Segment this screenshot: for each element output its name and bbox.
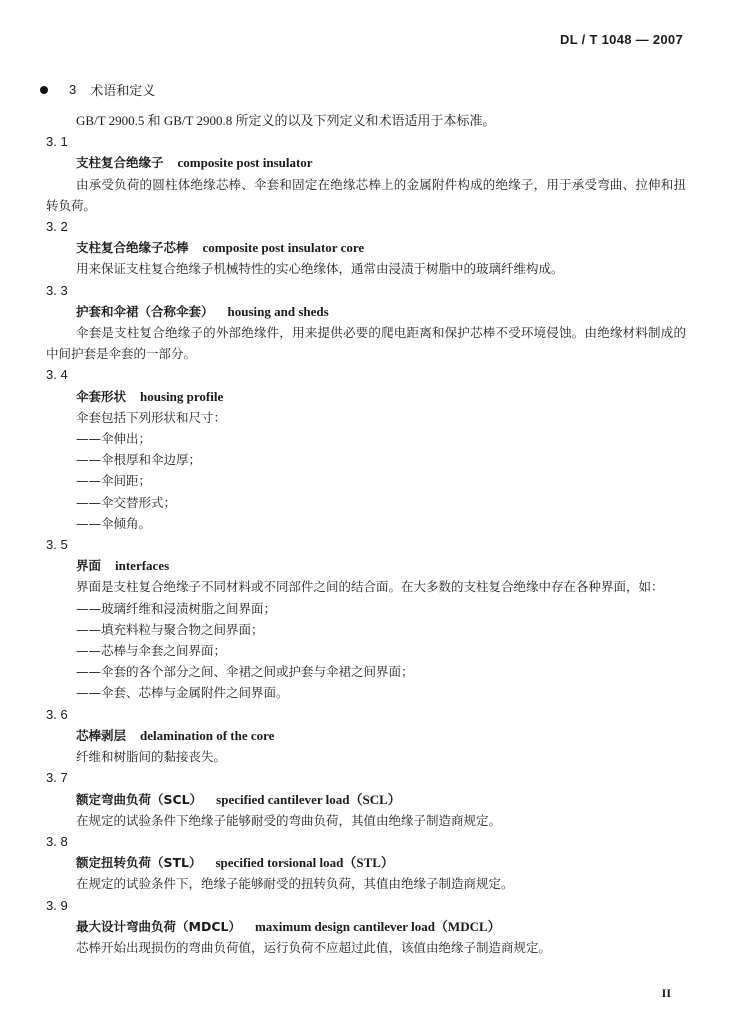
list-item: ——芯棒与伞套之间界面； — [76, 643, 227, 659]
list-item: ——伞套、芯棒与金属附件之间界面。 — [76, 685, 289, 701]
term-title-cn: 界面 — [76, 558, 102, 574]
bullet-icon — [40, 86, 48, 94]
term-title-cn: 护套和伞裙（合称伞套） — [76, 303, 214, 319]
term-title-en: delamination of the core — [140, 727, 275, 743]
term-title-en: maximum design cantilever load（MDCL） — [254, 918, 501, 934]
section-title: 术语和定义 — [90, 84, 156, 99]
term-title-en: specified torsional load（STL） — [215, 855, 394, 871]
term-title — [46, 852, 686, 873]
section-heading — [40, 80, 155, 99]
term-title-en: specified cantilever load（SCL） — [216, 791, 401, 807]
term-definition: 在规定的试验条件下，绝缘子能够耐受的扭转负荷，其值由绝缘子制造商规定。 — [76, 876, 514, 892]
term-title — [46, 725, 686, 746]
term-title-en: housing and sheds — [227, 303, 329, 319]
term-title-cn: 支柱复合绝缘子 — [76, 155, 164, 171]
term-definition: 由承受负荷的圆柱体绝缘芯棒、伞套和固定在绝缘芯棒上的金属附件构成的绝缘子，用于承受弯曲、拉伸和扭转负荷。 — [46, 176, 686, 213]
term-definition: 伞套是支柱复合绝缘子的外部绝缘件，用来提供必要的爬电距离和保护芯棒不受环境侵蚀。由绝缘材料制成的中间护套是伞套的一部分。 — [46, 325, 686, 362]
term-title-cn: 芯棒剥层 — [76, 727, 127, 743]
term-title-cn: 伞套形状 — [76, 388, 127, 404]
term-title-en: composite post insulator core — [202, 240, 365, 256]
document-code-header: DL / T 1048 — 2007 — [560, 32, 683, 47]
list-item: ——填充料粒与聚合物之间界面； — [76, 621, 264, 637]
document-body — [46, 110, 686, 958]
term-definition: 用来保证支柱复合绝缘子机械特性的实心绝缘体，通常由浸渍于树脂中的玻璃纤维构成。 — [76, 261, 564, 277]
term-title — [46, 916, 686, 937]
term-title-cn: 最大设计弯曲负荷（MDCL） — [76, 918, 241, 934]
section-number: 3 — [69, 82, 77, 97]
term-title-en: housing profile — [140, 388, 224, 404]
term-title-cn: 额定扭转负荷（STL） — [76, 855, 202, 871]
page-number: II — [661, 986, 671, 1000]
term-title — [46, 152, 686, 173]
term-title-cn: 额定弯曲负荷（SCL） — [76, 791, 203, 807]
list-item: ——伞根厚和伞边厚； — [76, 452, 202, 468]
term-definition: 伞套包括下列形状和尺寸： — [76, 409, 227, 425]
term-number: 3. 9 — [46, 897, 68, 913]
list-item: ——伞套的各个部分之间、伞裙之间或护套与伞裙之间界面； — [76, 664, 414, 680]
term-title-en: composite post insulator — [177, 155, 313, 171]
term-title — [46, 386, 686, 407]
term-title-cn: 支柱复合绝缘子芯棒 — [76, 240, 189, 256]
term-number: 3. 8 — [46, 833, 68, 849]
term-title — [46, 555, 686, 576]
intro-paragraph: GB/T 2900.5 和 GB/T 2900.8 所定义的以及下列定义和术语适用于本标准。 — [76, 113, 496, 128]
term-number: 3. 7 — [46, 770, 68, 786]
term-title — [46, 237, 686, 258]
term-title — [46, 301, 686, 322]
term-number: 3. 1 — [46, 134, 68, 150]
list-item: ——伞间距； — [76, 473, 152, 489]
list-item: ——伞倾角。 — [76, 515, 152, 531]
term-definition: 界面是支柱复合绝缘子不同材料或不同部件之间的结合面。在大多数的支柱复合绝缘中存在各种界面，如： — [76, 579, 664, 595]
term-definition: 纤维和树脂间的黏接丧失。 — [76, 749, 227, 765]
term-number: 3. 5 — [46, 537, 68, 553]
list-item: ——伞交替形式； — [76, 494, 177, 510]
term-definition: 芯棒开始出现损伤的弯曲负荷值，运行负荷不应超过此值，该值由绝缘子制造商规定。 — [76, 939, 552, 955]
list-item: ——伞伸出； — [76, 431, 152, 447]
term-title — [46, 789, 686, 810]
term-title-en: interfaces — [115, 558, 170, 574]
term-number: 3. 2 — [46, 219, 68, 235]
term-number: 3. 3 — [46, 282, 68, 298]
list-item: ——玻璃纤维和浸渍树脂之间界面； — [76, 600, 277, 616]
term-definition: 在规定的试验条件下绝缘子能够耐受的弯曲负荷，其值由绝缘子制造商规定。 — [76, 812, 502, 828]
term-number: 3. 4 — [46, 367, 68, 383]
term-number: 3. 6 — [46, 706, 68, 722]
